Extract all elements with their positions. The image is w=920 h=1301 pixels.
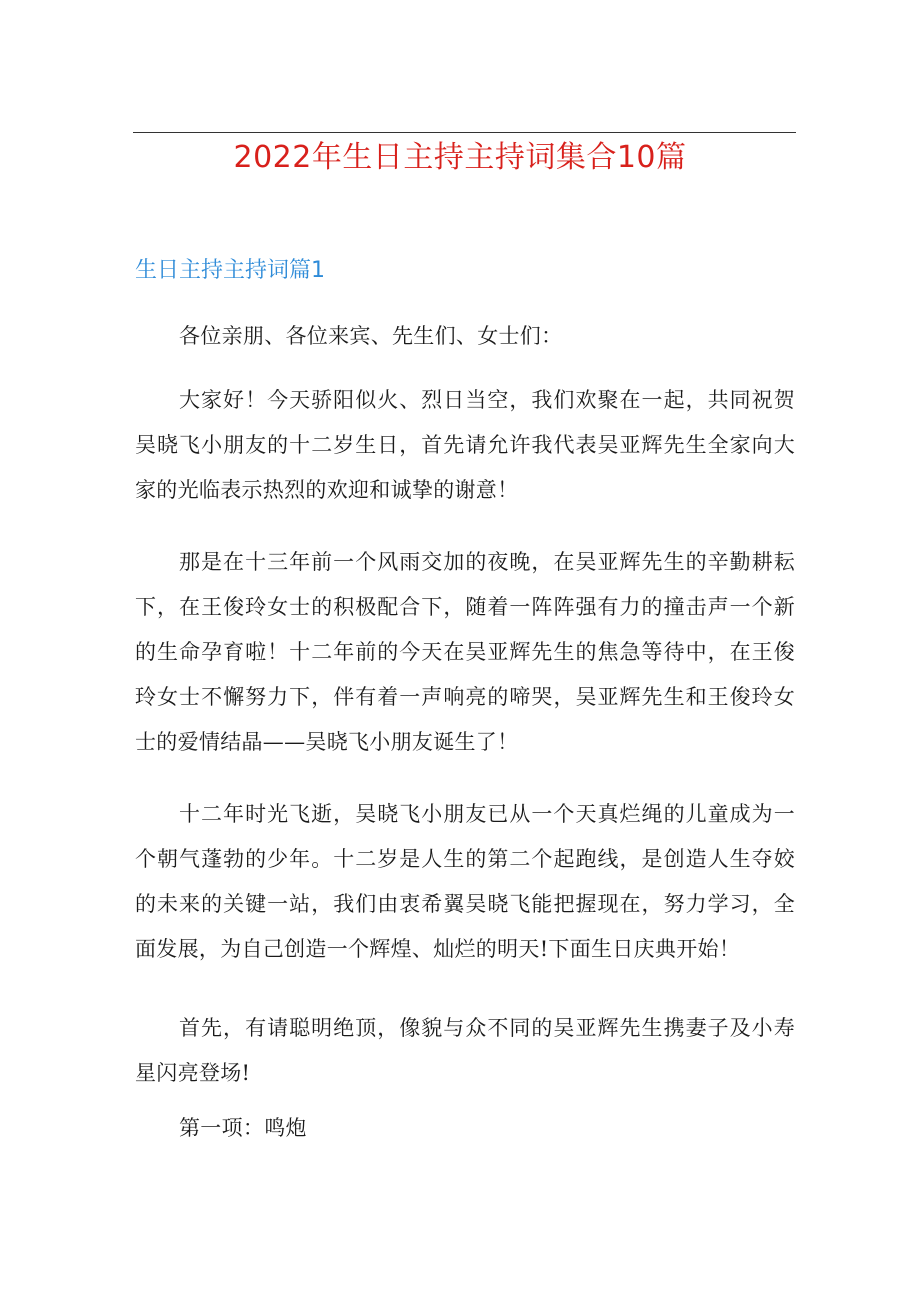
paragraph-welcome: 大家好！今天骄阳似火、烈日当空，我们欢聚在一起，共同祝贺吴晓飞小朋友的十二岁生日，首先请允许我代表吴亚辉先生全家向大家的光临表示热烈的欢迎和诚挚的谢意！ <box>135 388 795 502</box>
paragraph-first-item: 第一项：鸣炮 <box>179 1116 307 1140</box>
paragraph-birth-story: 那是在十三年前一个风雨交加的夜晚，在吴亚辉先生的辛勤耕耘下，在王俊玲女士的积极配合下，随着一阵阵强有力的撞击声一个新的生命孕育啦！十二年前的今天在吴亚辉先生的焦急等待中，在王俊玲女士不懈努力下，伴有着一声响亮的啼哭，吴亚辉先生和王俊玲女士的爱情结晶——吴晓飞小朋友诞生了！ <box>135 550 795 754</box>
top-divider <box>133 132 796 133</box>
paragraph-twelve-years: 十二年时光飞逝，吴晓飞小朋友已从一个天真烂绳的儿童成为一个朝气蓬勃的少年。十二岁是人生的第二个起跑线，是创造人生夺姣的未来的关键一站，我们由衷希翼吴晓飞能把握现在，努力学习，全面发展，为自己创造一个辉煌、灿烂的明天!下面生日庆典开始！ <box>135 802 795 961</box>
paragraph-greeting: 各位亲朋、各位来宾、先生们、女士们： <box>179 324 563 348</box>
document-title: 2022年生日主持主持词集合10篇 <box>233 140 687 175</box>
section-heading: 生日主持主持词篇1 <box>135 258 325 283</box>
paragraph-invitation: 首先，有请聪明绝顶，像貌与众不同的吴亚辉先生携妻子及小寿星闪亮登场! <box>135 1016 795 1085</box>
